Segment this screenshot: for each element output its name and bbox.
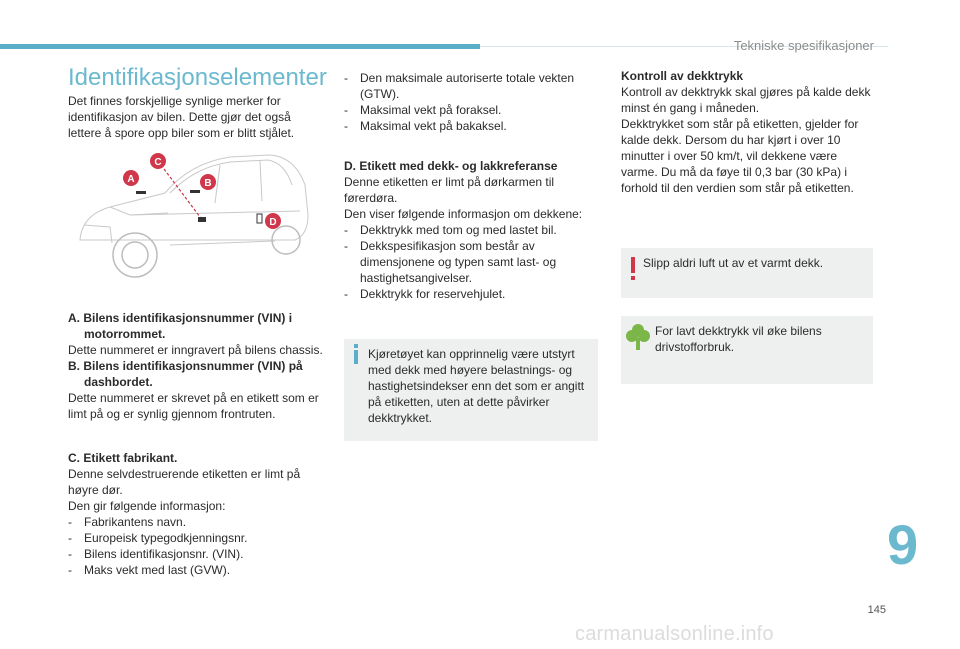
list-item: - Europeisk typegodkjenningsnr.	[68, 530, 324, 546]
item-c-text1: Denne selvdestruerende etiketten er limt på høyre dør.	[68, 467, 301, 497]
tyre-check-text2: Dekktrykket som står på etiketten, gjelder for kalde dekk. Dersom du har kjørt i over 10 minutter i over 50 km/t, vil dekkene være varme. Du må da føye til 0,3 bar (30 kPa) i forhold til den verdien som står på etiketten.	[621, 117, 859, 195]
page-title: Identifikasjonselementer	[68, 64, 327, 91]
tyre-check-block	[621, 68, 877, 196]
page-number: 145	[867, 604, 886, 616]
list-item: - Bilens identifikasjonsnr. (VIN).	[68, 546, 324, 562]
info-note-box	[344, 339, 598, 441]
list-item: - Dekktrykk med tom og med lastet bil.	[344, 222, 600, 238]
list-item: - Maksimal vekt på bakaksel.	[344, 118, 600, 134]
item-a-heading: A. Bilens identifikasjonsnummer (VIN) i motorrommet.	[68, 311, 293, 341]
list-item: - Maks vekt med last (GVW).	[68, 562, 324, 578]
car-illustration	[70, 145, 315, 295]
info-icon	[350, 343, 362, 365]
item-b-heading: B. Bilens identifikasjonsnummer (VIN) på dashbordet.	[68, 359, 303, 389]
marker-d	[265, 213, 281, 229]
marker-a	[123, 170, 139, 186]
warning-note-text: Slipp aldri luft ut av et varmt dekk.	[643, 256, 824, 270]
svg-text:D: D	[269, 217, 277, 228]
svg-text:A: A	[127, 174, 135, 185]
marker-b	[200, 174, 216, 190]
item-d-text2: Den viser følgende informasjon om dekkene:	[344, 207, 583, 221]
marker-c	[150, 153, 166, 169]
intro-paragraph: Det finnes forskjellige synlige merker for identifikasjon av bilen. Dette gjør det også lettere å spore opp biler som er blitt stjålet.	[68, 94, 295, 140]
item-a-text: Dette nummeret er inngravert på bilens chassis.	[68, 343, 323, 357]
watermark: carmanualsonline.info	[575, 623, 774, 645]
info-note-text: Kjøretøyet kan opprinnelig være utstyrt med dekk med høyere belastnings- og hastighetsindekser enn det som er angitt på etiketten, uten at dette påvirker dekktrykket.	[368, 347, 585, 425]
list-item: - Dekkspesifikasjon som består av dimensjonene og typen samt last- og hastighetsangivelser.	[344, 238, 600, 286]
item-c-list-continued	[344, 70, 600, 134]
warning-note-box	[621, 248, 873, 298]
svg-text:B: B	[204, 178, 212, 189]
item-d-block	[344, 158, 600, 302]
chapter-number: 9	[887, 513, 919, 576]
list-item: - Maksimal vekt på foraksel.	[344, 102, 600, 118]
item-d-heading: D. Etikett med dekk- og lakkreferanse	[344, 159, 558, 173]
item-b-text: Dette nummeret er skrevet på en etikett som er limt på og er synlig gjennom frontruten.	[68, 391, 319, 421]
item-c-text2: Den gir følgende informasjon:	[68, 499, 226, 513]
header-accent-bar	[0, 44, 480, 49]
tyre-check-heading: Kontroll av dekktrykk	[621, 69, 744, 83]
list-item: - Den maksimale autoriserte totale vekten (GTW).	[344, 70, 600, 102]
item-d-text1: Denne etiketten er limt på dørkarmen til førerdøra.	[344, 175, 555, 205]
list-item: - Fabrikantens navn.	[68, 514, 324, 530]
item-a-block	[68, 310, 324, 422]
item-c-block	[68, 450, 324, 578]
section-title: Tekniske spesifikasjoner	[733, 38, 874, 53]
eco-note-text: For lavt dekktrykk vil øke bilens drivstofforbruk.	[655, 324, 822, 354]
eco-tree-icon	[626, 322, 650, 352]
list-item: - Dekktrykk for reservehjulet.	[344, 286, 600, 302]
warning-exclamation-icon	[625, 254, 641, 282]
item-c-heading: C. Etikett fabrikant.	[68, 451, 178, 465]
eco-note-box	[621, 316, 873, 384]
tyre-check-text1: Kontroll av dekktrykk skal gjøres på kalde dekk minst én gang i måneden.	[621, 85, 871, 115]
svg-text:C: C	[154, 157, 162, 168]
